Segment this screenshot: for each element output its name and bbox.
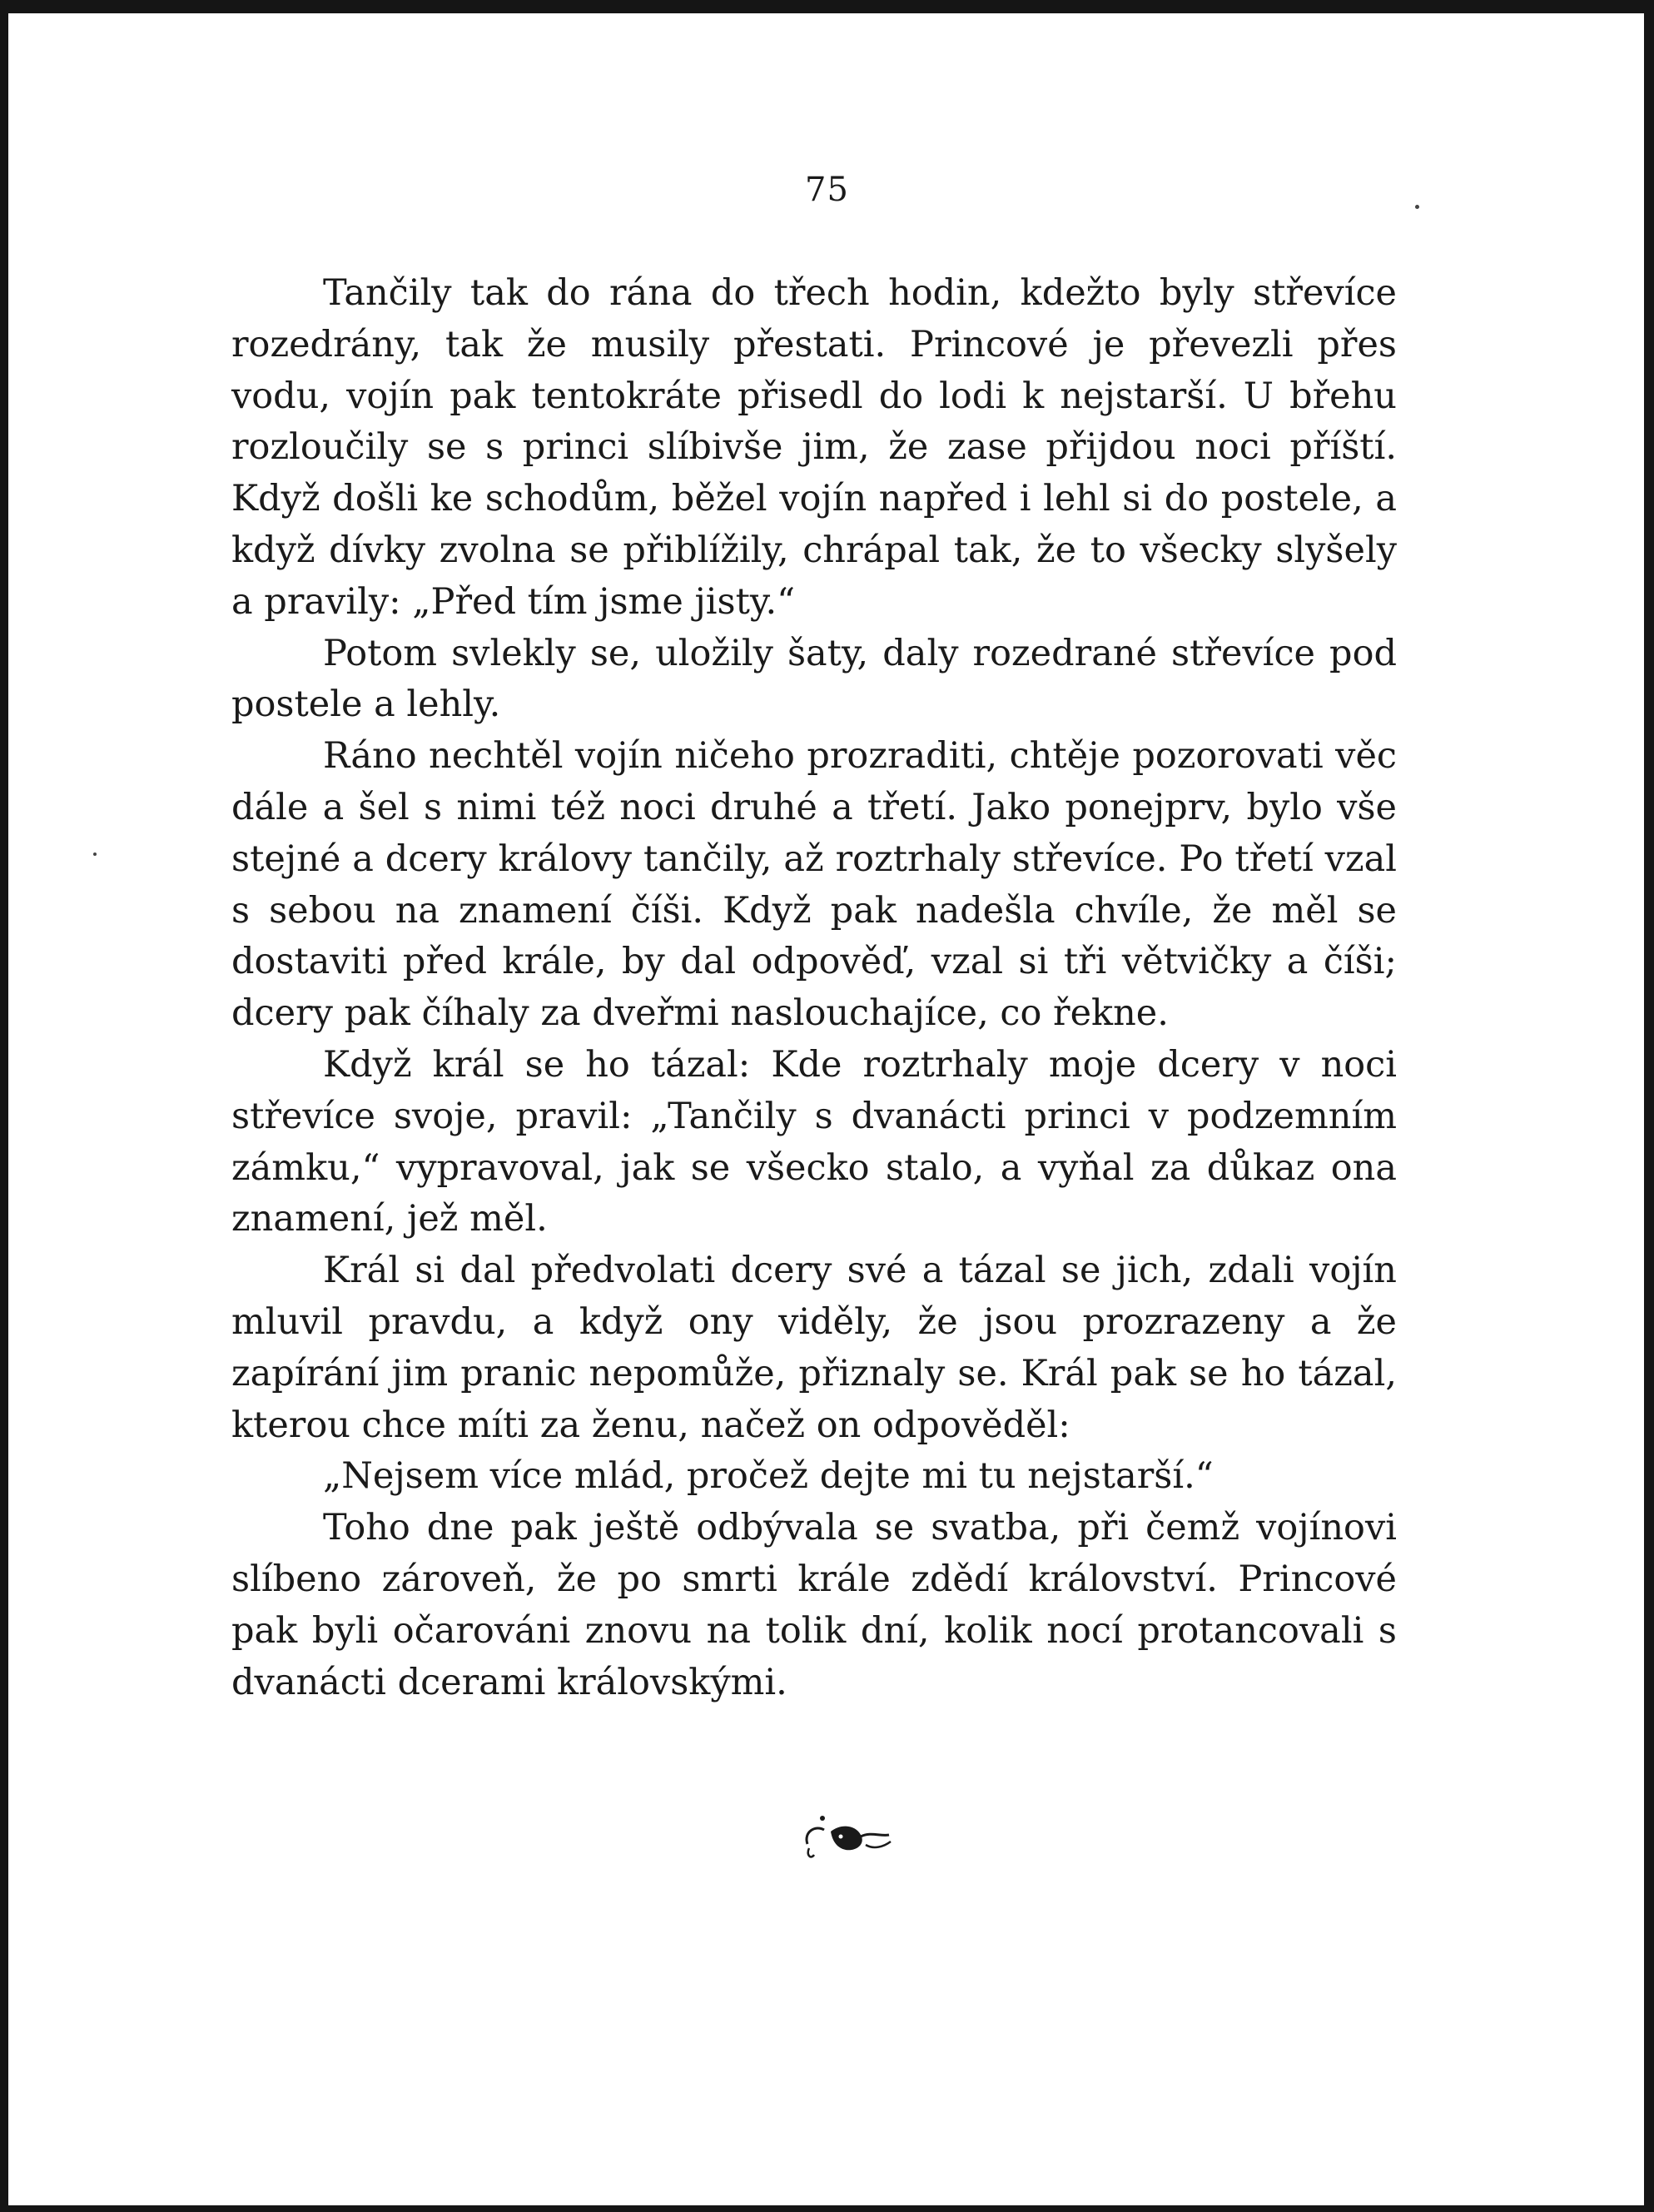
paragraph-7: Toho dne pak ještě odbývala se svatba, při čemž vojínovi slíbeno zároveň, že po smrti krále zdědí království. Princové pak byli očarováni znovu na tolik dní, kolik nocí protancovali s dvanácti dcerami královskými. xyxy=(231,1507,1397,1703)
paragraph-4: Když král se ho tázal: Kde roztrhaly moje dcery v noci střevíce svoje, pravil: „Tančily s dvanácti princi v podzemním zámku,“ vypravoval, jak se všecko stalo, a vyňal za důkaz ona znamení, jež měl. xyxy=(231,1043,1397,1240)
paragraph-3: Ráno nechtěl vojín ničeho prozraditi, chtěje pozorovati věc dále a šel s nimi též noci druhé a třetí. Jako ponejprv, bylo vše stejné a dcery královy tančily, až roztrhaly střevíce. Po třetí vzal s sebou na znamení číši. Když pak nadešla chvíle, že měl se dostaviti před krále, by dal odpověď, vzal si tři větvičky a číši; dcery pak číhaly za dveřmi naslouchajíce, co řekne. xyxy=(231,735,1397,1035)
paragraph-2: Potom svlekly se, uložily šaty, daly rozedrané střevíce pod postele a lehly. xyxy=(231,632,1397,726)
paragraph-6: „Nejsem více mlád, pročež dejte mi tu nejstarší.“ xyxy=(323,1455,1214,1498)
body-text xyxy=(231,268,1397,1708)
page-number: 75 xyxy=(805,171,849,209)
paragraph-1: Tančily tak do rána do třech hodin, kdežto byly střevíce rozedrány, tak že musily přestati. Princové je převezli přes vodu, vojín pak tentokráte přisedl do lodi k nejstarší. U břehu rozloučily se s princi slíbivše jim, že zase přijdou noci příští. Když došli ke schodům, běžel vojín napřed i lehl si do postele, a když dívky zvolna se přiblížily, chrápal tak, že to všecky slyšely a pravily: „Před tím jsme jisty.“ xyxy=(231,272,1397,623)
paragraph-5: Král si dal předvolati dcery své a tázal se jich, zdali vojín mluvil pravdu, a když ony viděly, že jsou prozrazeny a že zapírání jim pranic nepomůže, přiznaly se. Král pak se ho tázal, kterou chce míti za ženu, načež on odpověděl: xyxy=(231,1250,1397,1446)
scan-speck xyxy=(93,852,97,856)
ornament-icon xyxy=(791,1807,907,1865)
scan-speck xyxy=(1415,205,1419,209)
